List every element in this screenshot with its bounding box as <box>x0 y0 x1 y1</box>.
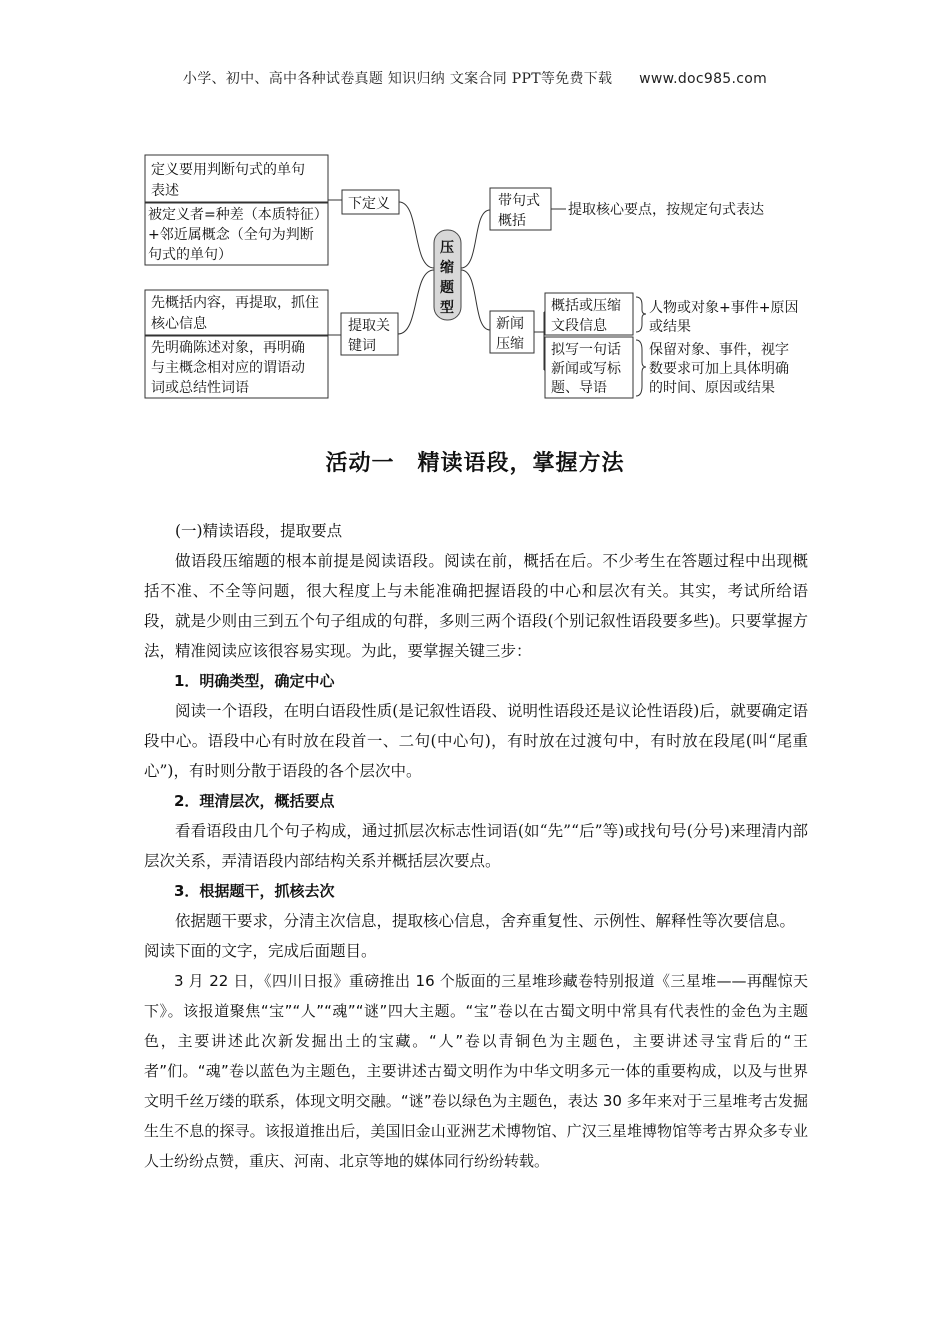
step-3-heading: 3．根据题干，抓核去次 <box>174 882 335 900</box>
step-1-heading: 1．明确类型，确定中心 <box>174 672 335 690</box>
header-site: www.doc985.com <box>639 71 768 87</box>
left-top-item-1-line-1: 定义要用判断句式的单句 <box>151 162 305 178</box>
step-2-heading: 2．理清层次，概括要点 <box>174 792 335 810</box>
left-bottom-item-2-line-1: 先明确陈述对象，再明确 <box>151 340 305 356</box>
left-top-item-2-line-3: 句式的单句） <box>148 247 232 263</box>
paragraph-intro: 做语段压缩题的根本前提是阅读语段。阅读在前，概括在后。不少考生在答题过程中出现概括不准、不全等问题，很大程度上与未能准确把握语段的中心和层次有关。其实，考试所给语段，就是少则由三到五个句子组成的句群，多则三两个语段(个别记叙性语段要多些)。只要掌握方法，精准阅读应该很容易实现。为此，要掌握关键三步： <box>144 552 808 660</box>
header-text: 小学、初中、高中各种试卷真题 知识归纳 文案合同 PPT等免费下载 <box>182 71 613 87</box>
news-item-2-desc-line-2: 数要求可加上具体明确 <box>649 361 789 377</box>
subsection-heading: (一)精读语段，提取要点 <box>175 522 343 540</box>
center-char-3: 题 <box>440 280 454 296</box>
news-item-2-label-line-2: 新闻或写标 <box>551 361 621 377</box>
sentence-pattern-desc: 提取核心要点，按规定句式表达 <box>568 202 764 218</box>
center-char-2: 缩 <box>440 260 454 276</box>
left-top-item-2-line-2: +邻近属概念（全句为判断 <box>148 227 314 243</box>
news-node-line-2: 压缩 <box>496 336 524 352</box>
center-char-1: 压 <box>440 240 454 256</box>
paragraph-step-3: 依据题干要求，分清主次信息，提取核心信息，舍弃重复性、示例性、解释性等次要信息。 <box>175 912 796 930</box>
paragraph-step-1: 阅读一个语段，在明白语段性质(是记叙性语段、说明性语段还是议论性语段)后，就要确定语段中心。语段中心有时放在段首一、二句(中心句)，有时放在过渡句中，有时放在段尾(叫“尾重心”)，有时则分散于语段的各个层次中。 <box>144 702 808 780</box>
sentence-pattern-node-line-2: 概括 <box>498 213 526 229</box>
news-item-2-desc-line-1: 保留对象、事件，视字 <box>649 342 789 358</box>
left-bottom-item-1-line-1: 先概括内容，再提取，抓住 <box>151 295 319 311</box>
paragraph-step-2: 看看语段由几个句子构成，通过抓层次标志性词语(如“先”“后”等)或找句号(分号)来理清内部层次关系，弄清语段内部结构关系并概括层次要点。 <box>144 822 808 870</box>
article-body <box>144 516 808 1176</box>
news-item-1-desc-line-2: 或结果 <box>649 319 691 335</box>
left-top-item-1-line-2: 表述 <box>151 183 179 199</box>
news-node-line-1: 新闻 <box>496 316 524 332</box>
brace-1 <box>636 297 646 332</box>
define-node-label: 下定义 <box>348 196 390 212</box>
news-item-2-desc-line-3: 的时间、原因或结果 <box>649 380 775 396</box>
left-bottom-item-2-line-2: 与主概念相对应的谓语动 <box>151 360 305 376</box>
left-bottom-item-2-line-3: 词或总结性词语 <box>151 380 249 396</box>
news-item-2-label-line-1: 拟写一句话 <box>551 342 621 358</box>
news-item-2-label-line-3: 题、导语 <box>551 380 607 396</box>
sentence-pattern-node-line-1: 带句式 <box>498 193 540 209</box>
news-item-1-label-line-1: 概括或压缩 <box>551 298 621 314</box>
brace-2 <box>636 340 646 396</box>
left-bottom-item-1-line-2: 核心信息 <box>151 316 207 332</box>
news-item-1-label-line-2: 文段信息 <box>551 318 607 334</box>
news-passage: 3 月 22 日，《四川日报》重磅推出 16 个版面的三星堆珍藏卷特别报道《三星堆——再醒惊天下》。该报道聚焦“宝”“人”“魂”“谜”四大主题。“宝”卷以在古蜀文明中常具有代表性的金色为主题色，主要讲述此次新发掘出土的宝藏。“人”卷以青铜色为主题色，主要讲述寻宝背后的“王者”们。“魂”卷以蓝色为主题色，主要讲述古蜀文明作为中华文明多元一体的重要构成，以及与世界文明千丝万缕的联系，体现文明交融。“谜”卷以绿色为主题色，表达 30 多年来对于三星堆考古发掘生生不息的探寻。该报道推出后，美国旧金山亚洲艺术博物馆、广汉三星堆博物馆等考古界众多专业人士纷纷点赞，重庆、河南、北京等地的媒体同行纷纷转载。 <box>144 972 808 1170</box>
keyword-node-line-1: 提取关 <box>348 318 390 334</box>
section-title: 活动一 精读语段，掌握方法 <box>325 451 625 476</box>
center-char-4: 型 <box>440 300 454 316</box>
news-item-1-desc-line-1: 人物或对象+事件+原因 <box>649 300 799 316</box>
reading-prompt: 阅读下面的文字，完成后面题目。 <box>144 942 377 960</box>
keyword-node-line-2: 键词 <box>348 338 376 354</box>
left-top-item-2-line-1: 被定义者=种差（本质特征） <box>148 207 328 223</box>
mind-map-diagram <box>0 0 950 420</box>
